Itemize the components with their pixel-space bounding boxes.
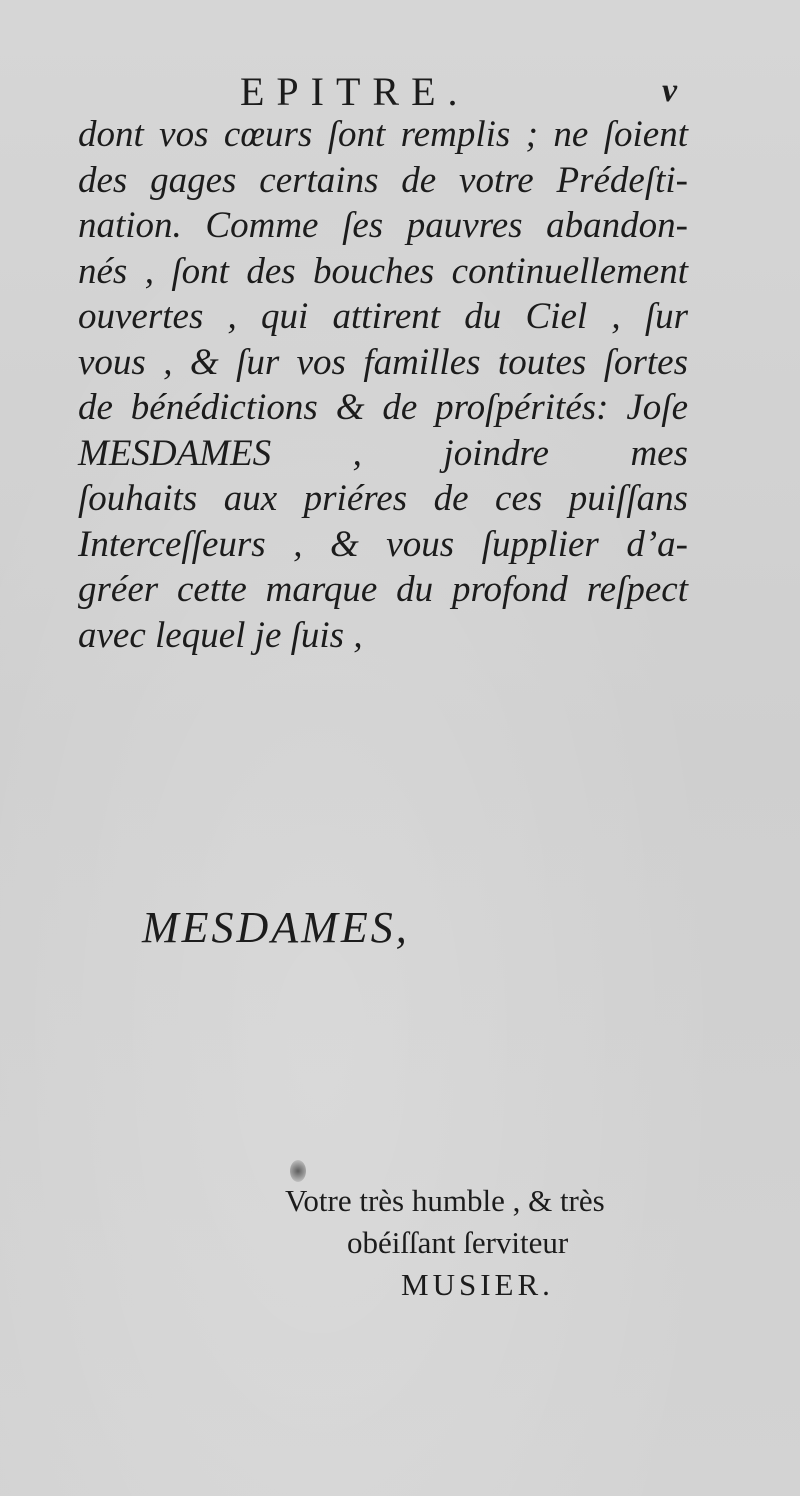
ink-smudge	[290, 1160, 306, 1182]
signature-block	[285, 1180, 705, 1306]
body-line: nés , ſont des bouches continuellement	[78, 250, 688, 292]
page-number: v	[662, 72, 678, 109]
body-line: dont vos cœurs ſont remplis ; ne ſoient	[78, 114, 688, 155]
body-line: nation. Comme ſes pauvres abandon-	[78, 205, 688, 246]
closing-salutation: MESDAMES,	[142, 903, 410, 952]
author-name: MUSIER.	[401, 1267, 554, 1302]
signature-line: obéiſſant ſerviteur	[347, 1225, 569, 1260]
page-header	[0, 68, 800, 118]
body-line: gréer cette marque du profond reſpect	[78, 569, 688, 610]
body-line: de bénédictions & de proſpérités: Joſe	[78, 387, 688, 428]
show-through-texture	[70, 610, 710, 1170]
body-line: avec lequel je ſuis ,	[78, 614, 363, 656]
running-head: EPITRE.	[240, 69, 470, 114]
body-line: vous , & ſur vos familles toutes ſortes	[78, 341, 688, 383]
epistle-body	[78, 112, 688, 658]
body-line: ſouhaits aux priéres de ces puiſſans	[78, 478, 688, 519]
body-line: ouvertes , qui attirent du Ciel , ſur	[78, 296, 688, 337]
signature-line: Votre très humble , & très	[285, 1183, 605, 1218]
body-line: Interceſſeurs , & vous ſupplier d’a-	[78, 523, 688, 565]
body-line: des gages certains de votre Prédeſti-	[78, 159, 688, 201]
body-line: MESDAMES , joindre mes	[78, 432, 688, 474]
